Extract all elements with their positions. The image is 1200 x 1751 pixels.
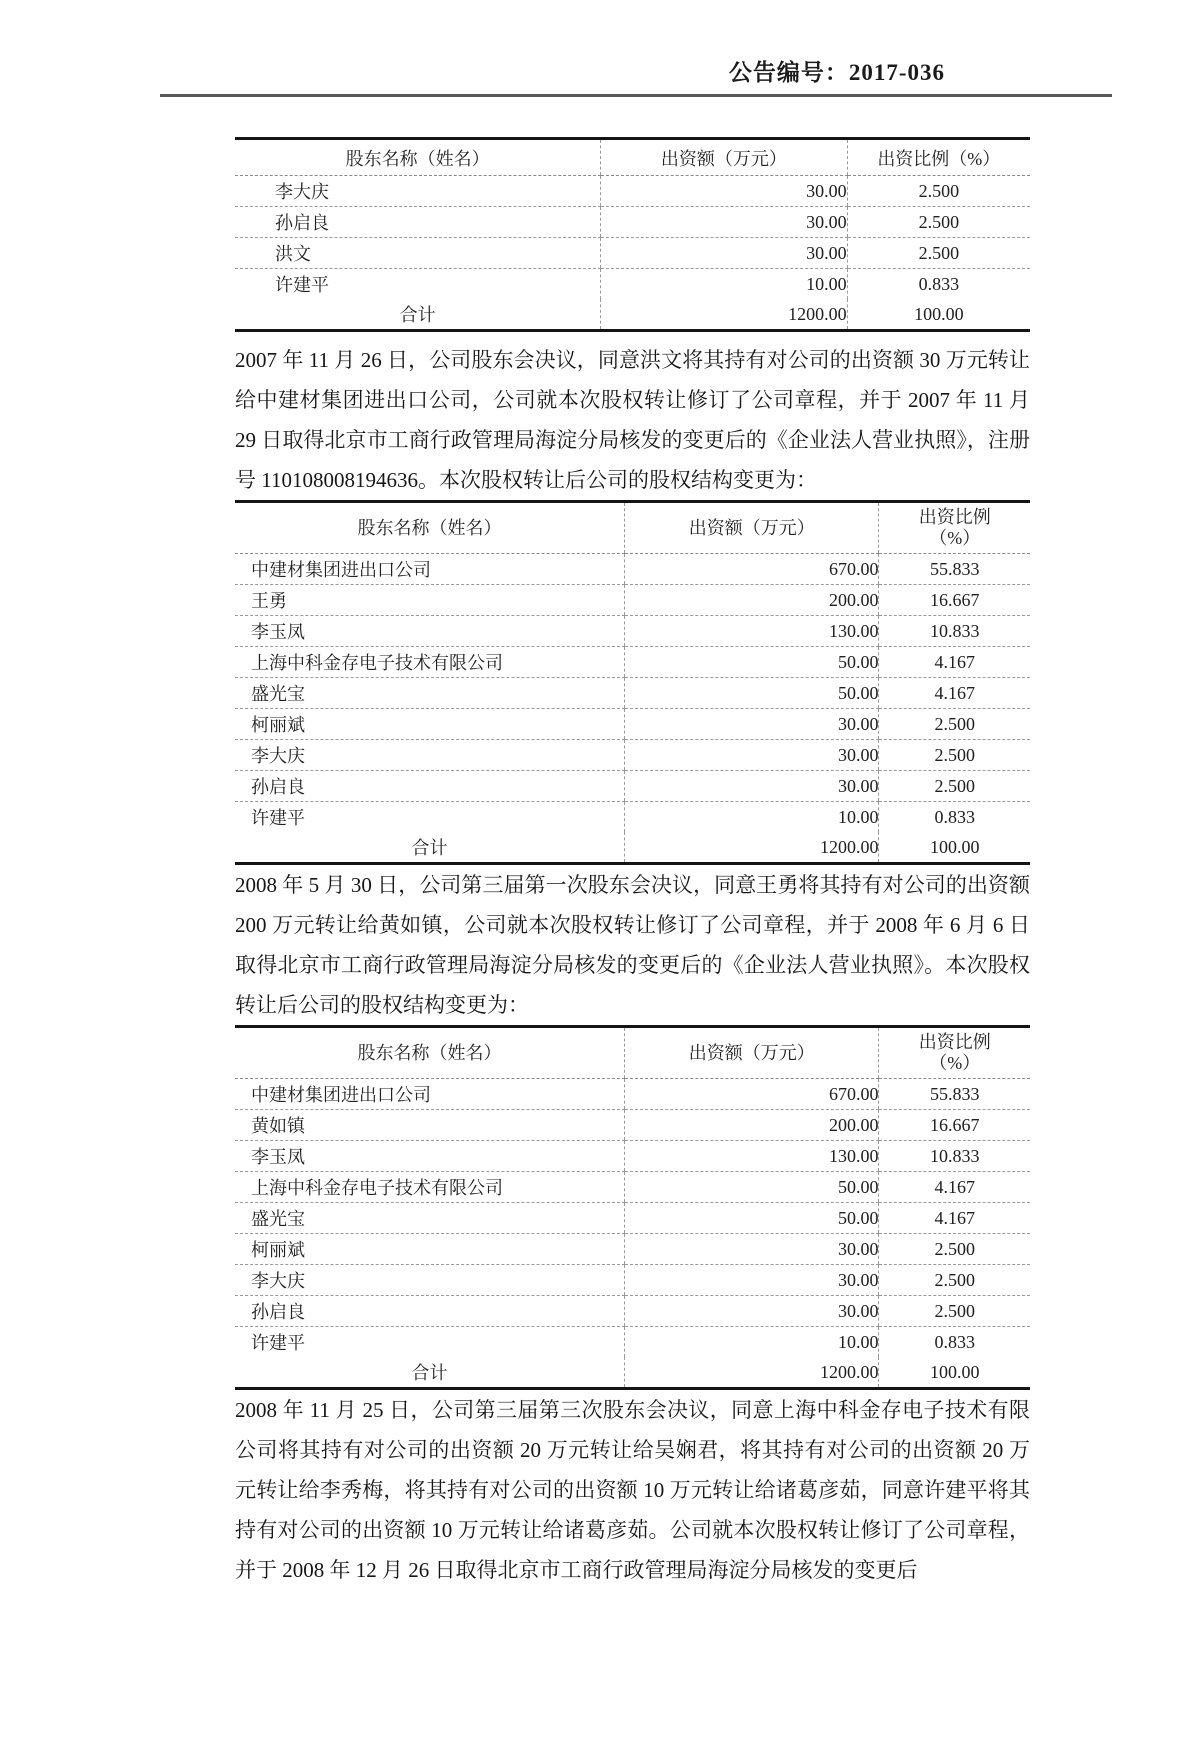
- table-row: [235, 1172, 1030, 1203]
- amount-cell: 30.00: [625, 771, 879, 802]
- shareholder-name-cell: 洪文: [235, 238, 601, 269]
- ratio-cell: 55.833: [879, 1079, 1030, 1110]
- amount-cell: 670.00: [625, 554, 879, 585]
- announcement-page: [0, 54, 1200, 1751]
- ratio-cell: 2.500: [847, 176, 1030, 207]
- shareholder-name-cell: 盛光宝: [235, 1203, 625, 1234]
- paragraph-2008-11-transfer: 2008 年 11 月 25 日，公司第三届第三次股东会决议，同意上海中科金存电子技术有限公司将其持有对公司的出资额 20 万元转让给吴娴君，将其持有对公司的出资额 20 万元转让给李秀梅，将其持有对公司的出资额 10 万元转让给诸葛彦茹，同意许建平将其持有对公司的出资额 10 万元转让给诸葛彦茹。公司就本次股权转让修订了公司章程，并于 2008 年 12 月 26 日取得北京市工商行政管理局海淀分局核发的变更后: [235, 1398, 1030, 1582]
- col-header-amount: 出资额（万元）: [625, 502, 879, 554]
- col-header-shareholder-name: 股东名称（姓名）: [235, 502, 625, 554]
- table-row: [235, 771, 1030, 802]
- table-row: [235, 269, 1030, 300]
- equity-table-initial: [235, 137, 1030, 332]
- shareholder-name-cell: 柯丽斌: [235, 1234, 625, 1265]
- amount-cell: 30.00: [601, 238, 847, 269]
- shareholder-name-cell: 上海中科金存电子技术有限公司: [235, 1172, 625, 1203]
- amount-cell: 10.00: [625, 802, 879, 833]
- total-ratio-cell: 100.00: [879, 1357, 1030, 1389]
- amount-cell: 30.00: [625, 1265, 879, 1296]
- shareholder-name-cell: 孙启良: [235, 1296, 625, 1327]
- equity-table-after-2008: [235, 1025, 1030, 1390]
- shareholder-name-cell: 李大庆: [235, 1265, 625, 1296]
- ratio-cell: 0.833: [879, 802, 1030, 833]
- ratio-cell: 10.833: [879, 616, 1030, 647]
- shareholder-name-cell: 许建平: [251, 808, 305, 828]
- total-amount-cell: 1200.00: [625, 832, 879, 864]
- col-header-shareholder-name: 股东名称（姓名）: [235, 1027, 625, 1079]
- total-ratio-cell: 100.00: [879, 832, 1030, 864]
- table-row: [235, 207, 1030, 238]
- col-header-ratio: [879, 502, 1030, 554]
- total-ratio-cell: 100.00: [847, 299, 1030, 331]
- ratio-cell: 4.167: [879, 678, 1030, 709]
- table-header-row: [235, 1027, 1030, 1079]
- ratio-cell: 4.167: [879, 647, 1030, 678]
- shareholder-name-cell: 上海中科金存电子技术有限公司: [235, 647, 625, 678]
- document-content: [235, 137, 1030, 1590]
- ratio-cell: 0.833: [847, 269, 1030, 300]
- table-row: [235, 709, 1030, 740]
- ratio-cell: 4.167: [879, 1172, 1030, 1203]
- ratio-cell: 2.500: [847, 238, 1030, 269]
- table-row: [235, 678, 1030, 709]
- table-row: [235, 616, 1030, 647]
- paragraph-2008-05-transfer: 2008 年 5 月 30 日，公司第三届第一次股东会决议，同意王勇将其持有对公司的出资额 200 万元转让给黄如镇，公司就本次股权转让修订了公司章程，并于 2008 年 6 月 6 日取得北京市工商行政管理局海淀分局核发的变更后的《企业法人营业执照》。本次股权转让后公司的股权结构变更为：: [235, 873, 1030, 1017]
- shareholder-name-cell: 李大庆: [235, 740, 625, 771]
- amount-cell: 30.00: [625, 1296, 879, 1327]
- total-row: [235, 832, 1030, 864]
- table-row: [235, 238, 1030, 269]
- ratio-cell: 16.667: [879, 585, 1030, 616]
- ratio-cell: 16.667: [879, 1110, 1030, 1141]
- col-header-amount: 出资额（万元）: [601, 139, 847, 176]
- shareholder-name-cell: 许建平: [275, 275, 329, 295]
- amount-cell: 30.00: [601, 176, 847, 207]
- shareholder-name-cell: 中建材集团进出口公司: [235, 1079, 625, 1110]
- amount-cell: 50.00: [625, 1203, 879, 1234]
- ratio-cell: 2.500: [879, 740, 1030, 771]
- ratio-cell: 2.500: [879, 709, 1030, 740]
- shareholder-name-cell: 许建平: [251, 1333, 305, 1353]
- ratio-header-line1: 出资比例: [918, 507, 991, 527]
- amount-cell: 30.00: [625, 740, 879, 771]
- amount-cell: 200.00: [625, 1110, 879, 1141]
- shareholder-name-cell: 柯丽斌: [235, 709, 625, 740]
- col-header-amount: 出资额（万元）: [625, 1027, 879, 1079]
- ratio-header-line2: （%）: [929, 1053, 981, 1073]
- total-row: [235, 299, 1030, 331]
- amount-cell: 50.00: [625, 678, 879, 709]
- ratio-cell: 2.500: [879, 1296, 1030, 1327]
- table-row: [235, 1296, 1030, 1327]
- amount-cell: 10.00: [601, 269, 847, 300]
- ratio-cell: 4.167: [879, 1203, 1030, 1234]
- shareholder-name-cell: 李玉凤: [235, 1141, 625, 1172]
- shareholder-name-cell: 黄如镇: [235, 1110, 625, 1141]
- paragraph-2007-transfer: 2007 年 11 月 26 日，公司股东会决议，同意洪文将其持有对公司的出资额 30 万元转让给中建材集团进出口公司，公司就本次股权转让修订了公司章程，并于 2007 年 11 月 29 日取得北京市工商行政管理局海淀分局核发的变更后的《企业法人营业执照》，注册号 110108008194636。本次股权转让后公司的股权结构变更为：: [235, 348, 1030, 492]
- shareholder-name-cell: 盛光宝: [235, 678, 625, 709]
- table-row: [235, 1141, 1030, 1172]
- amount-cell: 30.00: [601, 207, 847, 238]
- total-amount-cell: 1200.00: [625, 1357, 879, 1389]
- amount-cell: 30.00: [625, 1234, 879, 1265]
- shareholder-name-cell: 李玉凤: [235, 616, 625, 647]
- shareholder-name-cell: 孙启良: [235, 207, 601, 238]
- table-row: [235, 554, 1030, 585]
- table-row: [235, 647, 1030, 678]
- table-row: [235, 585, 1030, 616]
- table-row: [235, 802, 1030, 833]
- amount-cell: 30.00: [625, 709, 879, 740]
- header-rule: [160, 94, 1112, 97]
- ratio-cell: 10.833: [879, 1141, 1030, 1172]
- amount-cell: 50.00: [625, 647, 879, 678]
- amount-cell: 130.00: [625, 1141, 879, 1172]
- table-row: [235, 1234, 1030, 1265]
- equity-table-after-2007: [235, 500, 1030, 865]
- amount-cell: 50.00: [625, 1172, 879, 1203]
- shareholder-name-cell: 李大庆: [235, 176, 601, 207]
- table-header-row: [235, 502, 1030, 554]
- ratio-cell: 2.500: [847, 207, 1030, 238]
- shareholder-name-cell: 王勇: [235, 585, 625, 616]
- amount-cell: 670.00: [625, 1079, 879, 1110]
- ratio-cell: 2.500: [879, 1265, 1030, 1296]
- amount-cell: 130.00: [625, 616, 879, 647]
- table-row: [235, 740, 1030, 771]
- table-row: [235, 1327, 1030, 1358]
- col-header-ratio: 出资比例（%）: [847, 139, 1030, 176]
- ratio-header-line1: 出资比例: [918, 1032, 991, 1052]
- table-header-row: [235, 139, 1030, 176]
- page-header: [160, 54, 1112, 87]
- shareholder-name-cell: 中建材集团进出口公司: [235, 554, 625, 585]
- ratio-cell: 2.500: [879, 1234, 1030, 1265]
- table-row: [235, 1203, 1030, 1234]
- table-row: [235, 176, 1030, 207]
- table-row: [235, 1110, 1030, 1141]
- total-label-cell: 合计: [399, 305, 436, 325]
- total-amount-cell: 1200.00: [601, 299, 847, 331]
- announcement-number: 公告编号：2017-036: [728, 60, 945, 85]
- table-row: [235, 1265, 1030, 1296]
- amount-cell: 200.00: [625, 585, 879, 616]
- col-header-shareholder-name: 股东名称（姓名）: [235, 139, 601, 176]
- table-row: [235, 1079, 1030, 1110]
- amount-cell: 10.00: [625, 1327, 879, 1358]
- ratio-header-line2: （%）: [929, 528, 981, 548]
- ratio-cell: 0.833: [879, 1327, 1030, 1358]
- total-label-cell: 合计: [411, 838, 448, 858]
- shareholder-name-cell: 孙启良: [235, 771, 625, 802]
- total-label-cell: 合计: [411, 1363, 448, 1383]
- col-header-ratio: [879, 1027, 1030, 1079]
- ratio-cell: 2.500: [879, 771, 1030, 802]
- total-row: [235, 1357, 1030, 1389]
- ratio-cell: 55.833: [879, 554, 1030, 585]
